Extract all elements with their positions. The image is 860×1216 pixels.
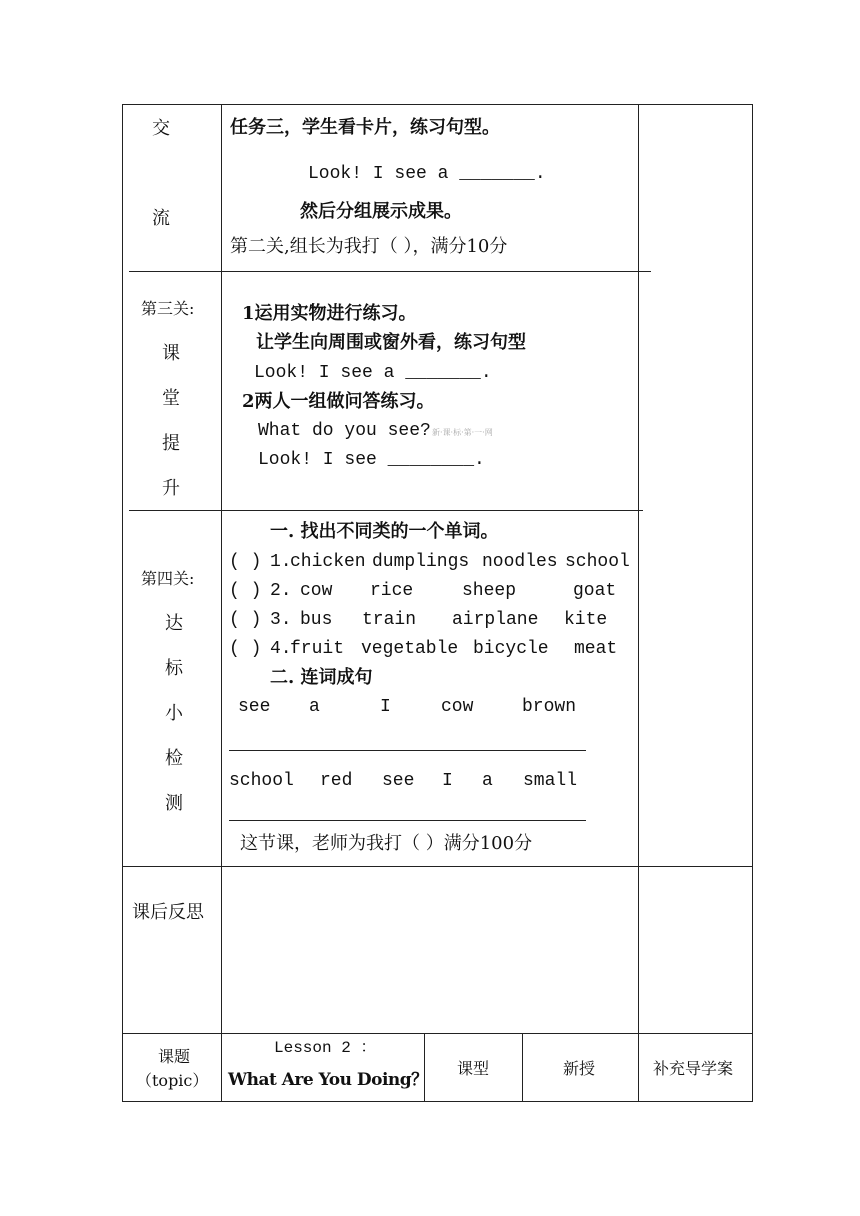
practice-item-1-detail: 让学生向周围或窗外看，练习句型 — [256, 332, 526, 353]
row-divider-2 — [129, 510, 643, 511]
word: a — [309, 697, 320, 717]
answer-bracket: ( ) — [229, 639, 262, 659]
question-number: 3. — [270, 610, 292, 630]
word: train — [362, 610, 417, 630]
row3-label-char-2: 标 — [165, 658, 183, 679]
row1-label-char-2: 流 — [152, 208, 170, 229]
topic-label: 课题 — [158, 1047, 191, 1066]
word: cow — [300, 581, 333, 601]
footer-col-divider-b — [522, 1033, 523, 1102]
word: dumplings — [372, 552, 470, 572]
word: noodles — [482, 552, 558, 572]
border-top — [122, 104, 753, 105]
word: rice — [370, 581, 414, 601]
topic-label-en: （topic） — [136, 1071, 209, 1090]
word: fruit — [290, 639, 345, 659]
question-number: 4. — [270, 639, 292, 659]
row3-label-char-5: 测 — [165, 793, 183, 814]
word: small — [523, 771, 578, 791]
border-right — [752, 104, 753, 1102]
row2-label-char-4: 升 — [162, 478, 180, 499]
lesson-number: Lesson 2 ： — [274, 1039, 377, 1057]
practice-item-1-sentence: Look! I see a _______. — [254, 363, 492, 383]
section1-title: 一. 找出不同类的一个单词。 — [270, 521, 499, 542]
word: I — [442, 771, 453, 791]
task-sentence: Look! I see a _______. — [308, 164, 546, 184]
word: school — [229, 771, 294, 791]
word: airplane — [452, 610, 539, 630]
word: I — [380, 697, 391, 717]
supplementary-label: 补充导学案 — [653, 1059, 734, 1078]
word: cow — [441, 697, 474, 717]
answer-line-2 — [229, 820, 586, 821]
type-value: 新授 — [563, 1059, 596, 1078]
word: see — [382, 771, 415, 791]
word: bicycle — [473, 639, 549, 659]
lesson-title: What Are You Doing？ — [228, 1070, 428, 1090]
word: chicken — [290, 552, 366, 572]
word: brown — [522, 697, 577, 717]
practice-question: What do you see? — [258, 421, 431, 441]
word: sheep — [462, 581, 517, 601]
row2-label-char-3: 提 — [162, 433, 180, 454]
row2-label-char-2: 堂 — [162, 388, 180, 409]
footer-col-divider-a — [424, 1033, 425, 1102]
answer-bracket: ( ) — [229, 610, 262, 630]
practice-item-1: 1运用实物进行练习。 — [242, 303, 417, 324]
practice-item-2: 2两人一组做问答练习。 — [242, 391, 435, 412]
col-divider-1 — [221, 104, 222, 1102]
reflection-label: 课后反思 — [132, 902, 204, 923]
word: see — [238, 697, 271, 717]
practice-answer: Look! I see ________. — [258, 450, 485, 470]
word: kite — [564, 610, 608, 630]
answer-line-1 — [229, 750, 586, 751]
row1-score: 第二关,组长为我打（ ），满分10分 — [230, 236, 508, 257]
row3-label-char-3: 小 — [165, 703, 183, 724]
row2-label-char-1: 课 — [162, 343, 180, 364]
section2-title: 二. 连词成句 — [270, 667, 373, 688]
border-left — [122, 104, 123, 1102]
row3-label-char-4: 检 — [165, 748, 183, 769]
word: school — [565, 552, 630, 572]
word: vegetable — [361, 639, 459, 659]
border-bottom — [122, 1101, 753, 1102]
row3-score: 这节课，老师为我打（ ）满分100分 — [240, 833, 533, 854]
word: red — [320, 771, 353, 791]
answer-bracket: ( ) — [229, 581, 262, 601]
row-divider-3 — [122, 866, 753, 867]
answer-bracket: ( ) — [229, 552, 262, 572]
task-instruction: 然后分组展示成果。 — [300, 201, 462, 222]
row-divider-4 — [122, 1033, 753, 1034]
row2-label-top: 第三关: — [141, 299, 195, 318]
watermark-text: 新·课·标·第·一·网 — [432, 428, 493, 437]
word: bus — [300, 610, 333, 630]
row3-label-char-1: 达 — [165, 613, 183, 634]
word: goat — [573, 581, 617, 601]
type-label: 课型 — [457, 1059, 490, 1078]
row-divider-1 — [129, 271, 651, 272]
word: meat — [574, 639, 618, 659]
question-number: 2. — [270, 581, 292, 601]
task-title: 任务三，学生看卡片，练习句型。 — [230, 117, 500, 138]
col-divider-2 — [638, 104, 639, 1102]
word: a — [482, 771, 493, 791]
row3-label-top: 第四关: — [141, 569, 195, 588]
question-number: 1. — [270, 552, 292, 572]
row1-label-char-1: 交 — [152, 118, 170, 139]
